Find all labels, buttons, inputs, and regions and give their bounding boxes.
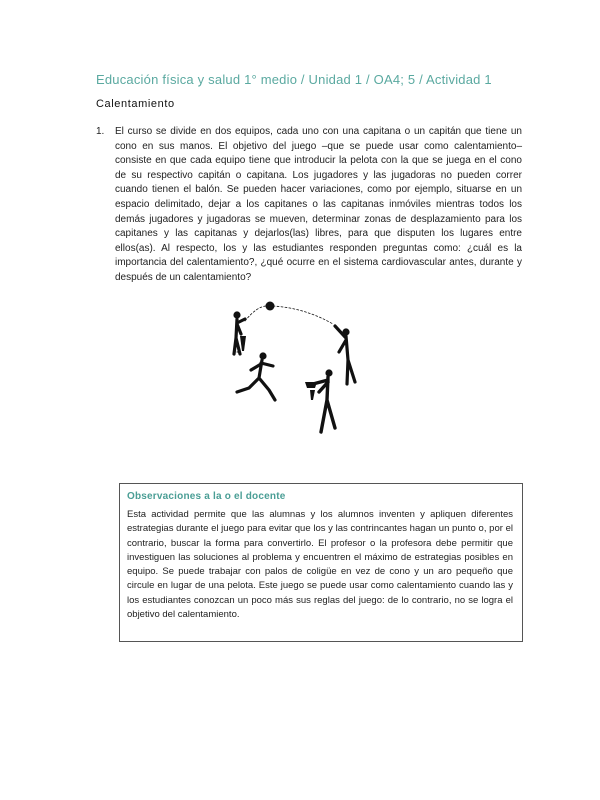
activity-item [96, 125, 522, 286]
activity-number: 1. [96, 126, 105, 137]
players-silhouette-icon [215, 296, 375, 438]
page-header: Educación física y salud 1° medio / Unidad 1 / OA4; 5 / Actividad 1 [96, 72, 492, 87]
ball-icon [266, 302, 275, 311]
activity-text: El curso se divide en dos equipos, cada uno con una capitana o un capitán que tiene un cono en sus manos. El objetivo del juego –que se puede usar como calentamiento– consiste en que cada equipo tiene que introducir la pelota con la que se juega en el cono de su respectivo capitán o capitana. Los jugadores y las jugadoras no pueden correr cuando tienen el balón. Se pueden hacer variaciones, como por ejemplo, situarse en un espacio delimitado, dejar a los capitanes o las capitanas inmóviles mientras todos los demás jugadores y jugadoras se mueven, determinar zonas de desplazamiento para los capitanes y las capitanas y dejarlos(las) libres, para que disputen los lugares entre ellos(as). Al respecto, los y las estudiantes responden preguntas como: ¿cuál es la importancia del calentamiento?, ¿qué ocurre en el sistema cardiovascular antes, durante y después de un calentamiento? [115, 126, 522, 283]
observations-title: Observaciones a la o el docente [127, 491, 286, 502]
teacher-observations-box [119, 483, 523, 642]
observations-body: Esta actividad permite que las alumnas y los alumnos inventen y apliquen diferentes estrategias durante el juego para evitar que los y las contrincantes hagan un punto o, por el contrario, buscar la forma para convertirlo. El profesor o la profesora debe permitir que investiguen las soluciones al problema y encuentren el máximo de estrategias posibles en equipo. Se puede trabajar con palos de coligüe en vez de cono y un aro pequeño que circule en lugar de una pelota. Este juego se puede usar como calentamiento cuando las y los estudiantes conozcan un poco más sus reglas del juego: de lo contrario, no se logra el objetivo del calentamiento. [127, 509, 513, 621]
section-title: Calentamiento [96, 98, 175, 110]
